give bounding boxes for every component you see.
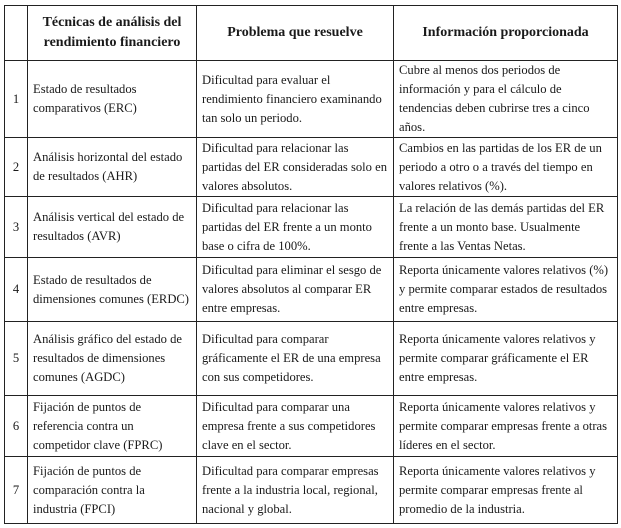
row-number: 3: [5, 197, 28, 258]
table-row: [5, 322, 618, 396]
problem-cell: Dificultad para evaluar el rendimiento financiero examinando tan solo un periodo.: [197, 61, 394, 138]
header-technique: Técnicas de análisis del rendimiento financiero: [28, 6, 197, 61]
financial-analysis-techniques-table: [4, 5, 618, 524]
row-number: 6: [5, 396, 28, 457]
problem-cell: Dificultad para comparar gráficamente el ER de una empresa con sus competidores.: [197, 322, 394, 396]
technique-cell: Fijación de puntos de comparación contra la industria (FPCI): [28, 457, 197, 524]
info-cell: Reporta únicamente valores relativos y permite comparar empresas frente al promedio de la industria.: [394, 457, 618, 524]
technique-cell: Análisis vertical del estado de resultados (AVR): [28, 197, 197, 258]
table-row: [5, 457, 618, 524]
info-cell: Reporta únicamente valores relativos y permite comparar empresas frente a otras líderes en el sector.: [394, 396, 618, 457]
table-row: [5, 197, 618, 258]
row-number: 2: [5, 138, 28, 197]
problem-cell: Dificultad para relacionar las partidas del ER consideradas solo en valores absolutos.: [197, 138, 394, 197]
row-number: 5: [5, 322, 28, 396]
table-header-row: [5, 6, 618, 61]
header-problem: Problema que resuelve: [197, 6, 394, 61]
table-row: [5, 258, 618, 322]
problem-cell: Dificultad para eliminar el sesgo de valores absolutos al comparar ER entre empresas.: [197, 258, 394, 322]
problem-cell: Dificultad para comparar empresas frente a la industria local, regional, nacional y global.: [197, 457, 394, 524]
table-row: [5, 138, 618, 197]
row-number: 7: [5, 457, 28, 524]
technique-cell: Estado de resultados de dimensiones comunes (ERDC): [28, 258, 197, 322]
problem-cell: Dificultad para comparar una empresa frente a sus competidores clave en el sector.: [197, 396, 394, 457]
row-number: 4: [5, 258, 28, 322]
header-number: [5, 6, 28, 61]
table-row: [5, 61, 618, 138]
technique-cell: Análisis gráfico del estado de resultados de dimensiones comunes (AGDC): [28, 322, 197, 396]
technique-cell: Análisis horizontal del estado de resultados (AHR): [28, 138, 197, 197]
row-number: 1: [5, 61, 28, 138]
info-cell: La relación de las demás partidas del ER frente a un monto base. Usualmente frente a las Ventas Netas.: [394, 197, 618, 258]
table-row: [5, 396, 618, 457]
info-cell: Cambios en las partidas de los ER de un periodo a otro o a través del tiempo en valores relativos (%).: [394, 138, 618, 197]
info-cell: Cubre al menos dos periodos de información y para el cálculo de tendencias deben cubrirse tres a cinco años.: [394, 61, 618, 138]
problem-cell: Dificultad para relacionar las partidas del ER frente a un monto base o cifra de 100%.: [197, 197, 394, 258]
technique-cell: Fijación de puntos de referencia contra un competidor clave (FPRC): [28, 396, 197, 457]
technique-cell: Estado de resultados comparativos (ERC): [28, 61, 197, 138]
info-cell: Reporta únicamente valores relativos y permite comparar gráficamente el ER entre empresas.: [394, 322, 618, 396]
header-info: Información proporcionada: [394, 6, 618, 61]
info-cell: Reporta únicamente valores relativos (%) y permite comparar estados de resultados entre empresas.: [394, 258, 618, 322]
